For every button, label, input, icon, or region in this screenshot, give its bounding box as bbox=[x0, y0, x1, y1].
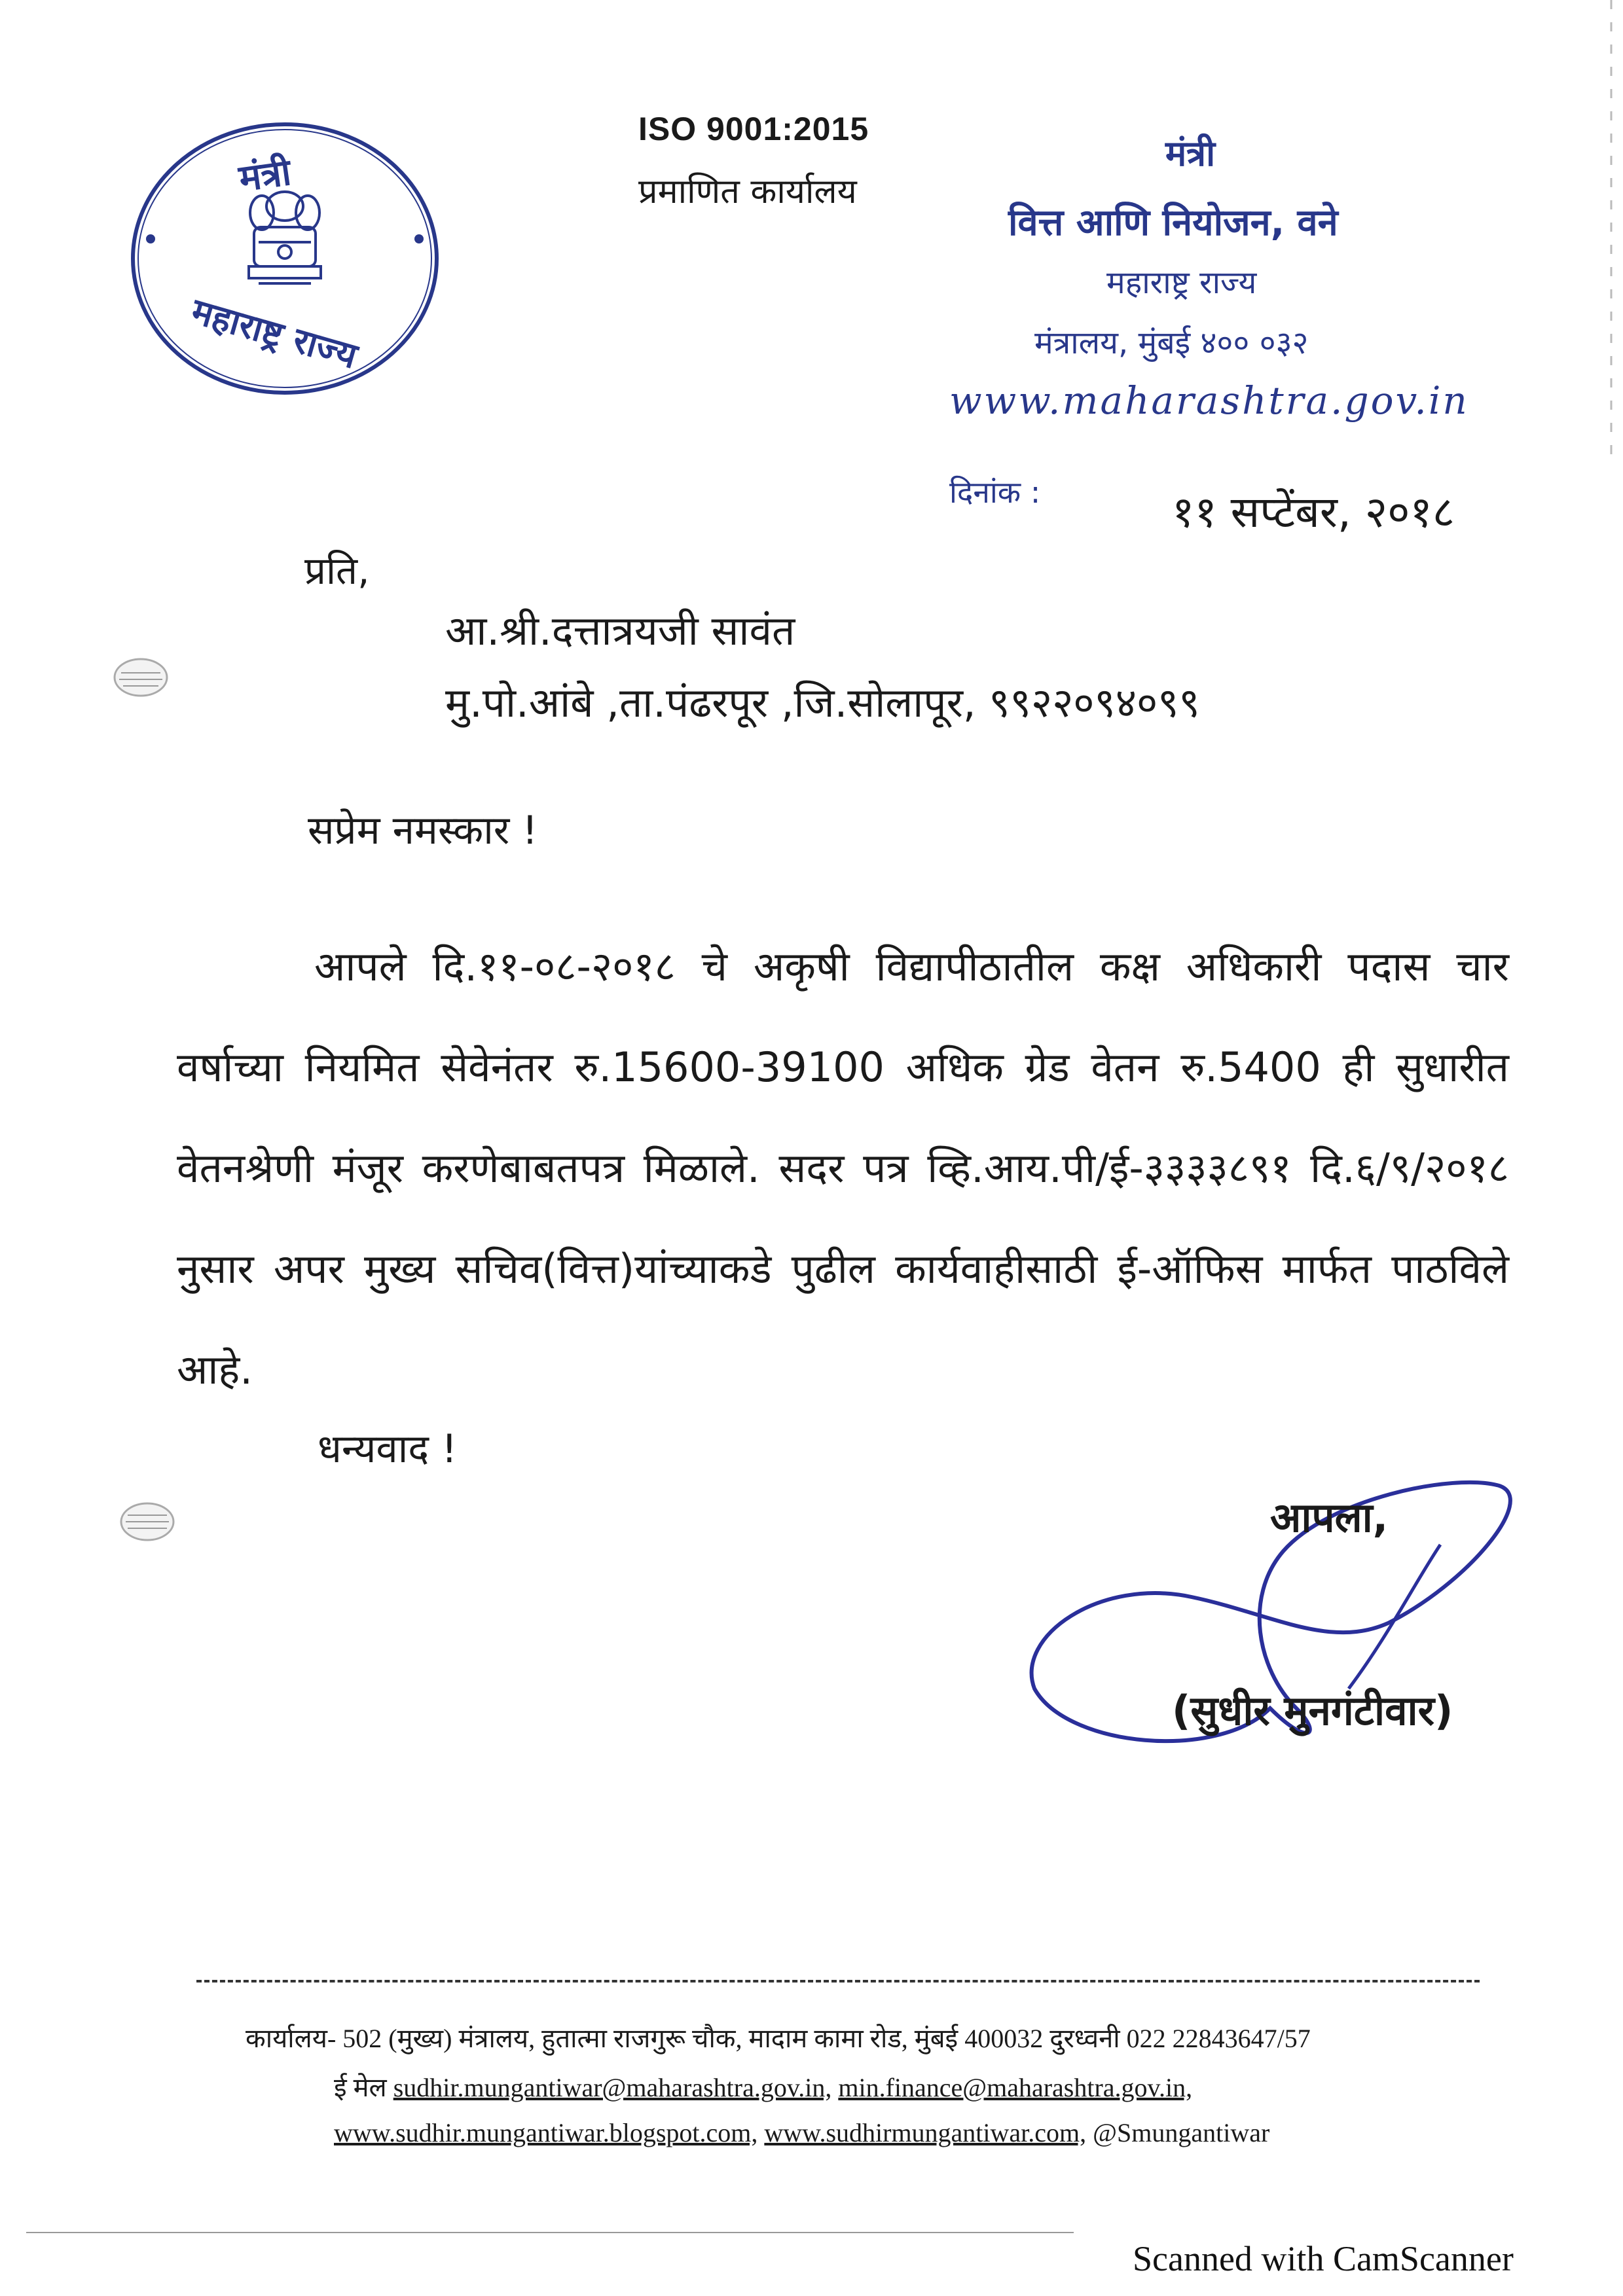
emblem-icon bbox=[249, 192, 321, 283]
sign-off: आपला, bbox=[1270, 1494, 1389, 1541]
letterhead-department: वित्त आणि नियोजन, वने bbox=[1008, 202, 1338, 244]
footer-emails bbox=[334, 2068, 1192, 2104]
letterhead-state: महाराष्ट्र राज्य bbox=[1106, 264, 1257, 301]
scan-bottom-edge bbox=[26, 2232, 1074, 2233]
letter-date: ११ सप्टेंबर, २०१८ bbox=[1172, 487, 1455, 537]
letterhead-website: www.maharashtra.gov.in bbox=[949, 378, 1469, 423]
recipient-address: मु.पो.आंबे ,ता.पंढरपूर ,जि.सोलापूर, ९९२२०९४०९९ bbox=[445, 679, 1200, 726]
seal-bottom-text: महाराष्ट्र राज्य bbox=[187, 290, 362, 377]
scan-edge-marks bbox=[1603, 0, 1619, 458]
social-handle: @Smungantiwar bbox=[1093, 2118, 1270, 2147]
certified-office: प्रमाणित कार्यालय bbox=[638, 172, 857, 211]
footer-office-address: कार्यालय- 502 (मुख्य) मंत्रालय, हुतात्मा राजगुरू चौक, मादाम कामा रोड, मुंबई 400032 दुरध्वनी 022 22843647/57 bbox=[246, 2024, 1311, 2053]
punch-hole-icon bbox=[111, 655, 170, 700]
recipient-to: प्रति, bbox=[304, 548, 370, 593]
letter-paragraph: आपले दि.११-०८-२०१८ चे अकृषी विद्यापीठातील कक्ष अधिकारी पदास चार वर्षाच्या नियमित सेवेनंतर रु.15600-39100 अधिक ग्रेड वेतन रु.5400 ही सुधारीत वेतनश्रेणी मंजूर करणेबाबतपत्र मिळाले. सदर पत्र व्हि.आय.पी/ई-३३३३८९१ दि.६/९/२०१८ नुसार अपर मुख्य सचिव(वित्त)यांच्याकडे पुढील कार्यवाहीसाठी ई-ऑफिस मार्फत पाठविले आहे. bbox=[177, 942, 1509, 1393]
footer-divider bbox=[196, 1980, 1480, 1982]
recipient-name: आ.श्री.दत्तात्रयजी सावंत bbox=[445, 607, 795, 655]
email-link-1[interactable]: sudhir.mungantiwar@maharashtra.gov.in, bbox=[393, 2073, 832, 2102]
letterhead-address: मंत्रालय, मुंबई ४०० ०३२ bbox=[1034, 325, 1309, 361]
thanks: धन्यवाद ! bbox=[318, 1426, 458, 1472]
greeting: सप्रेम नमस्कार ! bbox=[308, 808, 538, 853]
punch-hole-icon bbox=[118, 1499, 177, 1545]
website-link-1[interactable]: www.sudhir.mungantiwar.blogspot.com, bbox=[334, 2118, 758, 2147]
footer-websites bbox=[334, 2117, 1269, 2148]
date-label: दिनांक : bbox=[949, 475, 1041, 510]
email-link-2[interactable]: min.finance@maharashtra.gov.in, bbox=[838, 2073, 1193, 2102]
website-link-2[interactable]: www.sudhirmungantiwar.com, bbox=[764, 2118, 1087, 2147]
email-label: ई मेल bbox=[334, 2073, 387, 2102]
iso-certification: ISO 9001:2015 bbox=[638, 111, 869, 147]
scanner-watermark: Scanned with CamScanner bbox=[1133, 2239, 1514, 2278]
letterhead-title: मंत्री bbox=[1165, 133, 1216, 174]
letter-body bbox=[177, 916, 1509, 1420]
seal-top-text: मंत्री bbox=[236, 151, 294, 201]
signatory-name: (सुधीर मुनगंटीवार) bbox=[1172, 1687, 1453, 1734]
